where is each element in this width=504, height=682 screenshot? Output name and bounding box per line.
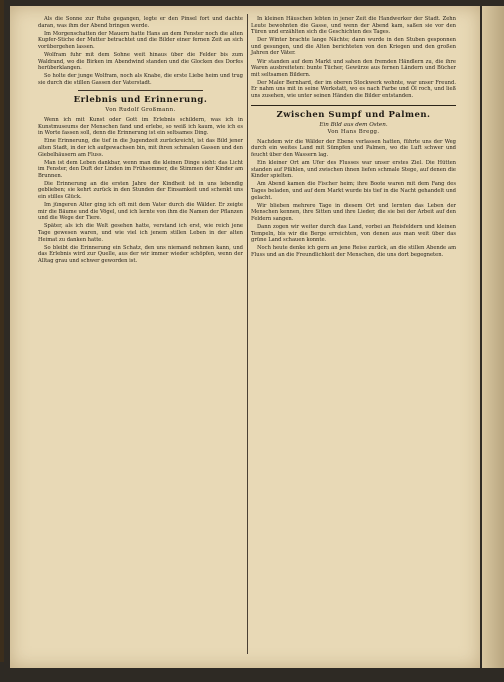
left-column <box>38 16 243 266</box>
article-paragraph: Noch heute denke ich gern an jene Reise zurück, an die stillen Abende am Fluss und an die Freundlichkeit der Menschen, die uns dort begegneten. <box>251 245 456 258</box>
article-paragraph: So bleibt die Erinnerung ein Schatz, den uns niemand nehmen kann, und das Erlebnis wird zur Quelle, aus der wir immer wieder schöpfen, wenn der Alltag grau und schwer geworden ist. <box>38 244 243 264</box>
article-paragraph: Ein kleiner Ort am Ufer des Flusses war unser erstes Ziel. Die Hütten standen auf Pfählen, und zwischen ihnen liefen schmale Stege, auf denen die Kinder spielten. <box>251 160 456 180</box>
article-paragraph: Am Abend kamen die Fischer heim; ihre Boote waren mit dem Fang des Tages beladen, und auf dem Markt wurde bis tief in die Nacht gehandelt und gelacht. <box>251 181 456 201</box>
article-title: Zwischen Sumpf und Palmen. <box>276 109 431 120</box>
left-column-paragraph: Als die Sonne zur Ruhe gegangen, legte er den Pinsel fort und dachte daran, was ihm der Abend bringen werde. <box>38 16 243 29</box>
column-divider <box>247 14 248 654</box>
section-separator <box>251 105 456 106</box>
article-byline: Von Rudolf Großmann. <box>105 107 176 114</box>
right-column <box>251 16 456 260</box>
article-subtitle: Ein Bild aus dem Osten. <box>319 121 388 128</box>
article-paragraph: Wir blieben mehrere Tage in diesem Ort und lernten das Leben der Menschen kennen, ihre Sitten und ihre Lieder, die sie bei der Arbeit auf den Feldern sangen. <box>251 202 456 222</box>
article-paragraph: Nachdem wir die Wälder der Ebene verlassen hatten, führte uns der Weg durch ein weites Land mit Sümpfen und Palmen, wo die Luft schwer und feucht über den Wassern lag. <box>251 138 456 158</box>
right-column-paragraph: Der Winter brachte lange Nächte; dann wurde in den Stuben gesponnen und gesungen, und die Alten berichteten von den Kriegen und den großen Jahren der Väter. <box>251 37 456 57</box>
section-rule <box>78 90 203 91</box>
article-byline: Von Hans Bregg. <box>327 129 380 136</box>
binding-strip <box>0 0 4 662</box>
adjacent-page-edge <box>482 6 504 668</box>
left-column-paragraph: Im Morgenschatten der Mauern hatte Hans an dem Fenster noch die alten Kupfer-Stiche der Mutter betrachtet und die Bilder einer fernen Zeit an sich vorübergehen lassen. <box>38 30 243 50</box>
newspaper-page <box>10 6 480 668</box>
right-column-paragraph: Der Maler Bernhard, der im oberen Stockwerk wohnte, war unser Freund. Er nahm uns mit in seine Werkstatt, wo es nach Farbe und Öl roch, und ließ uns zusehen, wie unter seinen Händen die Bilder entstanden. <box>251 79 456 100</box>
left-column-paragraph: So holte der junge Wolfram, noch als Knabe, die erste Liebe heim und trug sie durch die stillen Gassen der Vaterstadt. <box>38 73 243 86</box>
right-column-paragraph: Wir standen auf dem Markt und sahen den fremden Händlern zu, die ihre Waren ausbreiteten: bunte Tücher, Gewürze aus fernen Ländern und Bücher mit seltsamen Bildern. <box>251 58 456 78</box>
right-column-paragraph: In kleinen Häuschen lebten in jener Zeit die Handwerker der Stadt. Zehn Leute bewohnten die Gasse, und wenn der Abend kam, saßen sie vor den Türen und erzählten sich die Geschichten des Tages. <box>251 16 456 36</box>
article-paragraph: Man ist dem Leben dankbar, wenn man die kleinen Dinge sieht: das Licht im Fenster, den Duft der Linden im Frühsommer, die Stimmen der Kinder am Brunnen. <box>38 159 243 179</box>
article-paragraph: Die Erinnerung an die ersten Jahre der Kindheit ist in uns lebendig geblieben; sie kehrt zurück in den Stunden der Einsamkeit und schenkt uns ein stilles Glück. <box>38 180 243 201</box>
article-title: Erlebnis und Erinnerung. <box>73 95 208 106</box>
article-paragraph: Dann zogen wir weiter durch das Land, vorbei an Reisfeldern und kleinen Tempeln, bis wir die Berge erreichten, von denen aus man weit über das grüne Land schauen konnte. <box>251 223 456 244</box>
left-column-paragraph: Wolfram fuhr mit dem Sohne weit hinaus über die Felder bis zum Waldrand, wo die Birken im Abendwind standen und die Glocken des Dorfes herüberklangen. <box>38 51 243 72</box>
article-paragraph: Im jüngeren Alter ging ich oft mit dem Vater durch die Wälder. Er zeigte mir die Bäume und die Vögel, und ich lernte von ihm die Namen der Pflanzen und die Wege der Tiere. <box>38 202 243 222</box>
article-paragraph: Wenn ich mit Kunst oder Gott im Erlebnis schildern, was ich in Kunstmuseums der Menschen fand und erlebe, so weiß ich kaum, wie ich es in Worte fassen soll, denn die Erinnerung ist ein seltsames Ding. <box>38 117 243 137</box>
article-paragraph: Später, als ich die Welt gesehen hatte, verstand ich erst, wie reich jene Tage gewesen waren, und wie viel ich jenem stillen Leben in der alten Heimat zu danken hatte. <box>38 223 243 243</box>
article-paragraph: Eine Erinnerung, die tief in die Jugendzeit zurückreicht, ist das Bild jener alten Stadt, in der ich aufgewachsen bin, mit ihren schmalen Gassen und den Giebelhäusern am Fluss. <box>38 138 243 158</box>
